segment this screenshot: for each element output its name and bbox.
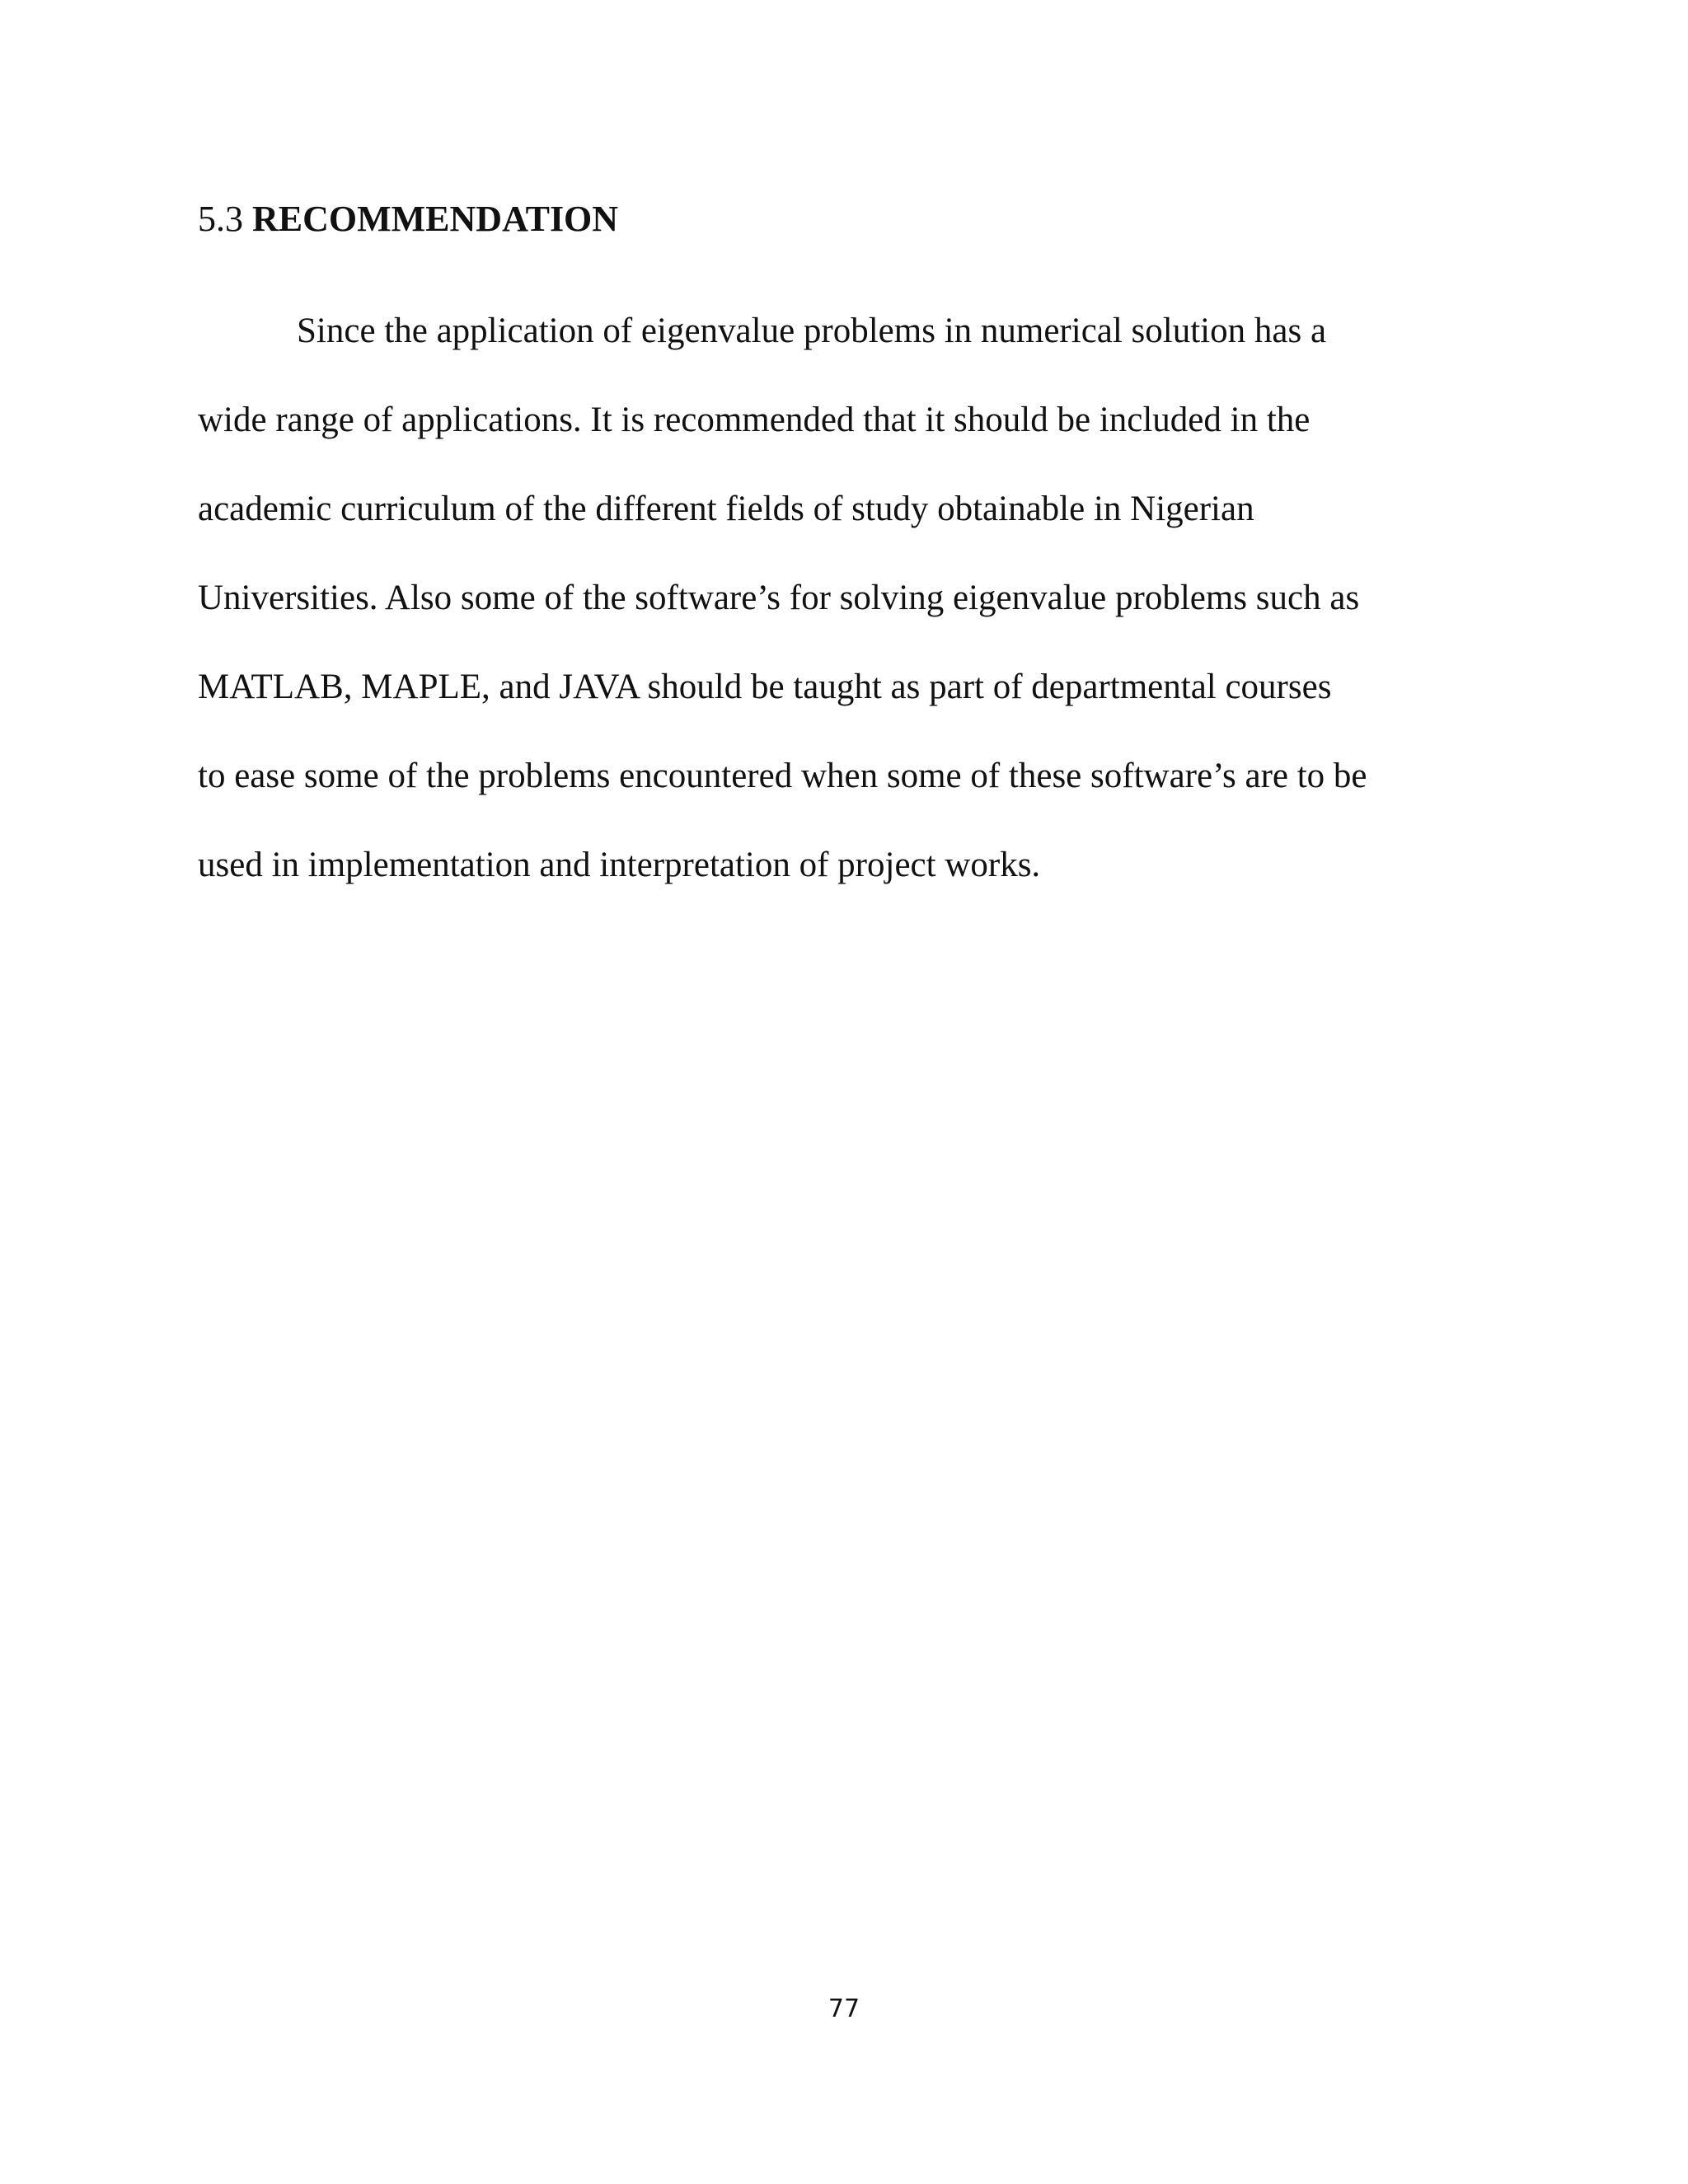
paragraph-line-5: MATLAB, MAPLE, and JAVA should be taught as part of departmental courses <box>198 668 1332 706</box>
section-title: RECOMMENDATION <box>252 199 619 239</box>
paragraph-line-1: Since the application of eigenvalue problems in numerical solution has a <box>297 312 1327 350</box>
paragraph-line-7: used in implementation and interpretation of project works. <box>198 846 1041 884</box>
paragraph-line-2: wide range of applications. It is recommended that it should be included in the <box>198 401 1311 439</box>
paragraph-line-3: academic curriculum of the different fields of study obtainable in Nigerian <box>198 490 1254 528</box>
paragraph-line-4: Universities. Also some of the software’s for solving eigenvalue problems such as <box>198 579 1360 617</box>
paragraph-line-6: to ease some of the problems encountered when some of these software’s are to be <box>198 757 1367 795</box>
page-number: 77 <box>828 1994 860 2023</box>
section-heading <box>198 194 618 244</box>
section-number: 5.3 <box>198 199 243 239</box>
